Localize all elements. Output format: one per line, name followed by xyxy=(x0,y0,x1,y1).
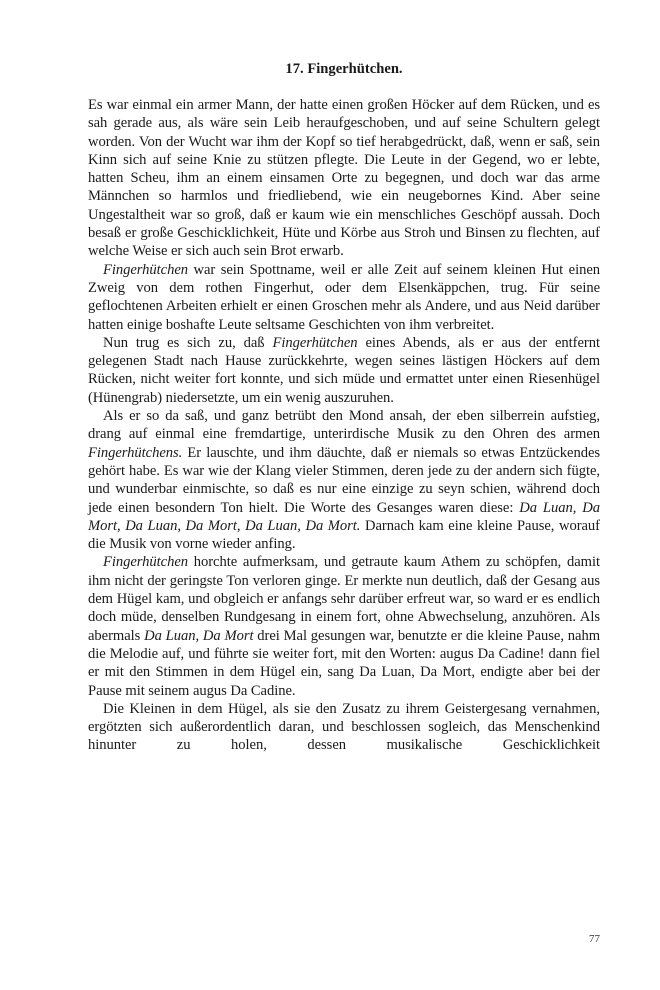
italic-run: Fingerhütchen xyxy=(272,334,358,351)
italic-run: Fingerhütchens. xyxy=(88,444,183,461)
text-run: Er lauschte, und ihm däuchte, daß er niemals so etwas Entzückendes gehört habe. Es war wie der Klang vieler Stimmen, deren jede zu der andern sich fügte, und wunderbar einmischte, so daß es nur eine einzige zu seyn schien, während doch jede einen besondern Ton hielt. Die Worte des Gesanges waren diese: xyxy=(88,444,600,516)
text-run: Es war einmal ein armer Mann, der hatte einen großen Höcker auf dem Rücken, und es sah gerade aus, als wäre sein Leib heraufgeschoben, und auf seine Schultern gelegt worden. Von der Wucht war ihm der Kopf so tief herabgedrückt, daß, wenn er saß, sein Kinn sich auf seine Knie zu stützen pflegte. Die Leute in der Gegend, wo er lebte, hatten Scheu, ihm an einem einsamen Orte zu begegnen, und doch war das arme Männchen so harmlos und friedliebend, wie ein neugebornes Kind. Aber seine Ungestaltheit war so groß, daß er kaum wie ein menschliches Geschöpf aussah. Doch besaß er große Geschicklichkeit, Hüte und Körbe aus Stroh und Binsen zu flechten, auf welche Weise er sich auch sein Brot erwarb. xyxy=(88,97,600,260)
page-number: 77 xyxy=(589,933,600,945)
text-run: Darnach kam eine kleine Pause, worauf die Musik von vorne wieder anfing. xyxy=(88,517,600,553)
paragraph xyxy=(88,334,600,407)
text-run: Nun trug es sich zu, daß xyxy=(103,334,273,351)
paragraph xyxy=(88,700,600,755)
italic-run: Da Luan, Da Mort, Da Luan, Da Mort, Da Luan, Da Mort. xyxy=(88,499,601,534)
italic-run: Fingerhütchen xyxy=(103,554,189,571)
book-page xyxy=(88,60,600,755)
text-run: horchte aufmerksam, und getraute kaum Athem zu schöpfen, damit ihm nicht der geringste Ton verloren ginge. Er merkte nun deutlich, daß der Gesang aus dem Hügel kam, und obgleich er anfangs sehr darüber erfreut war, so ward er es endlich doch müde, denselben Rundgesang in einem fort, ohne Abwechselung, anzuhören. Als abermals xyxy=(88,554,600,644)
text-run: Die Kleinen in dem Hügel, als sie den Zusatz zu ihrem Geistergesang vernahmen, ergötzten sich außerordentlich daran, und beschlossen sogleich, das Menschenkind hinunter zu holen, dessen musikalische Geschicklichkeit xyxy=(88,700,600,754)
italic-run: Da Luan, Da Mort xyxy=(144,627,254,644)
chapter-title: 17. Fingerhütchen. xyxy=(285,61,403,77)
paragraph xyxy=(88,407,600,553)
italic-run: Fingerhütchen xyxy=(103,261,189,278)
text-run: eines Abends, als er aus der entfernt gelegenen Stadt nach Hause zurückkehrte, wegen seines lästigen Höckers auf dem Rücken, nicht weiter fort konnte, und sich müde und ermattet unter einen Riesenhügel (Hünengrab) niedersetzte, um ein wenig auszuruhen. xyxy=(88,334,600,406)
paragraph xyxy=(88,96,600,261)
paragraph xyxy=(88,553,600,699)
text-run: war sein Spottname, weil er alle Zeit auf seinem kleinen Hut einen Zweig von dem rothen Fingerhut, oder dem Elsenkäppchen, trug. Für seine geflochtenen Arbeiten erhielt er einen Groschen mehr als Andere, und aus Neid darüber hatten einige boshafte Leute seltsame Geschichten von ihm verbreitet. xyxy=(88,261,600,333)
text-run: Als er so da saß, und ganz betrübt den Mond ansah, der eben silberrein aufstieg, drang auf einmal eine fremdartige, unterirdische Musik zu den Ohren des armen xyxy=(88,408,600,443)
text-run: drei Mal gesungen war, benutzte er die kleine Pause, nahm die Melodie auf, und führte sie weiter fort, mit den Worten: augus Da Cadine! dann fiel er mit den Stimmen in dem Hügel ein, sang Da Luan, Da Mort, endigte aber bei der Pause mit seinem augus Da Cadine. xyxy=(88,627,600,699)
paragraph xyxy=(88,261,600,334)
